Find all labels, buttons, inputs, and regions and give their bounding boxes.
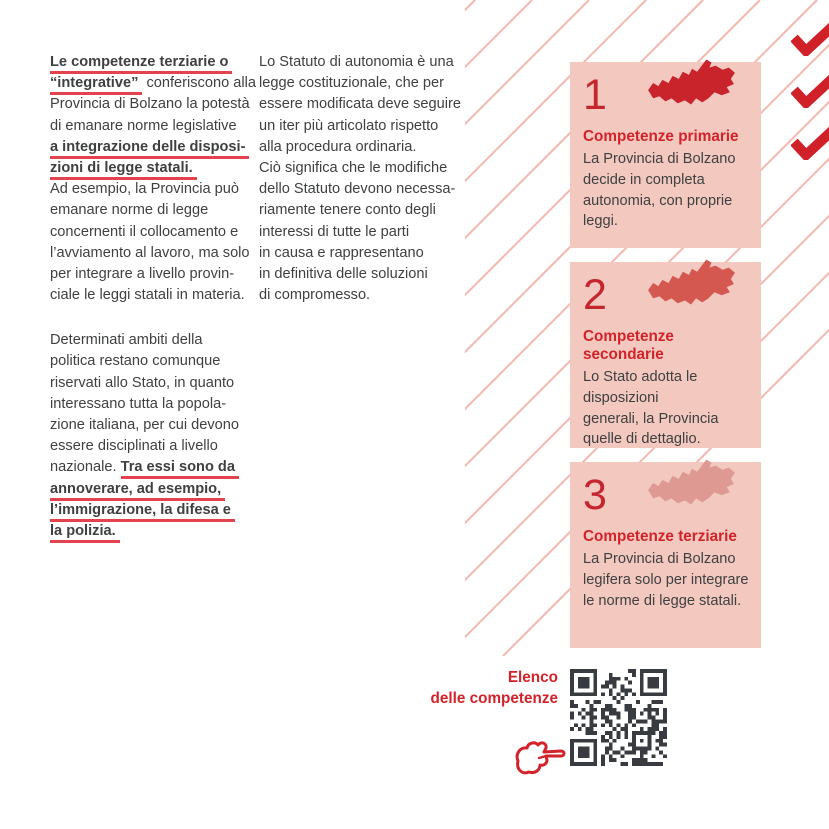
text-segment: nazionale. bbox=[50, 459, 121, 476]
text-line bbox=[50, 330, 256, 351]
text-line: alla procedura ordinaria. bbox=[259, 138, 417, 155]
text-line bbox=[50, 521, 256, 542]
checkmark-icon bbox=[791, 126, 829, 160]
text-line bbox=[50, 158, 256, 179]
text-segment: l’avviamento al lavoro, ma solo bbox=[50, 244, 250, 261]
south-tyrol-map-icon bbox=[644, 54, 738, 112]
text-line: un iter più articolato rispetto bbox=[259, 117, 439, 134]
box-body bbox=[583, 149, 751, 232]
text-segment: per integrare a livello provin- bbox=[50, 265, 235, 282]
paragraph bbox=[50, 330, 256, 542]
competence-boxes bbox=[570, 62, 761, 662]
text-line bbox=[50, 373, 256, 394]
highlighted-text: Le competenze terziarie o bbox=[50, 54, 232, 74]
text-line bbox=[50, 415, 256, 436]
box-title: Competenze primarie bbox=[583, 128, 739, 145]
text-segment: riservati allo Stato, in quanto bbox=[50, 374, 235, 391]
box-number: 1 bbox=[583, 71, 607, 119]
text-line: Lo Stato adotta le bbox=[583, 369, 698, 385]
text-line bbox=[50, 222, 256, 243]
text-line: legge costituzionale, che per bbox=[259, 75, 444, 92]
competence-box bbox=[570, 262, 761, 448]
text-line bbox=[50, 285, 256, 306]
text-line bbox=[50, 436, 256, 457]
box-body bbox=[583, 367, 751, 450]
text-line: disposizioni bbox=[583, 389, 659, 406]
text-line: dello Statuto devono necessa- bbox=[259, 181, 456, 198]
highlighted-text: annoverare, ad esempio, bbox=[50, 481, 225, 501]
text-line bbox=[50, 52, 256, 73]
qr-code bbox=[570, 669, 667, 766]
box-body bbox=[583, 549, 751, 611]
text-line bbox=[50, 243, 256, 264]
text-line bbox=[50, 116, 256, 137]
text-segment: interessano tutta la popola- bbox=[50, 395, 227, 412]
text-line: in causa e rappresentano bbox=[259, 244, 424, 261]
text-line bbox=[50, 351, 256, 372]
text-line: La Provincia di Bolzano bbox=[583, 151, 736, 167]
text-segment: Provincia di Bolzano la potestà bbox=[50, 96, 250, 113]
text-line: generali, la Provincia bbox=[583, 410, 719, 427]
text-line bbox=[50, 179, 256, 200]
text-line bbox=[50, 264, 256, 285]
text-line bbox=[50, 479, 256, 500]
text-segment: Determinati ambiti della bbox=[50, 332, 203, 349]
text-segment: ciale le leggi statali in materia. bbox=[50, 287, 245, 304]
box-number: 2 bbox=[583, 271, 607, 319]
box-number: 3 bbox=[583, 471, 607, 519]
text-line: La Provincia di Bolzano bbox=[583, 551, 736, 567]
text-line: essere modificata deve seguire bbox=[259, 96, 461, 113]
highlighted-text: zioni di legge statali. bbox=[50, 160, 197, 180]
text-line bbox=[50, 73, 256, 94]
text-line: quelle di dettaglio. bbox=[583, 431, 701, 448]
competence-box bbox=[570, 462, 761, 648]
text-segment: politica restano comunque bbox=[50, 353, 221, 370]
text-segment: Ad esempio, la Provincia può bbox=[50, 181, 240, 198]
box-title: Competenze terziarie bbox=[583, 528, 737, 545]
text-line bbox=[50, 500, 256, 521]
highlighted-text: l’immigrazione, la difesa e bbox=[50, 502, 235, 522]
checkmark-icon bbox=[791, 74, 829, 108]
highlighted-text: a integrazione delle disposi- bbox=[50, 139, 249, 159]
text-column-left bbox=[50, 52, 256, 542]
text-column-middle bbox=[259, 52, 461, 306]
south-tyrol-map-icon bbox=[644, 254, 738, 312]
text-line bbox=[50, 457, 256, 478]
text-line: legifera solo per integrare bbox=[583, 571, 749, 588]
text-segment: di emanare norme legislative bbox=[50, 117, 237, 134]
paragraph bbox=[50, 52, 256, 306]
text-segment: emanare norme di legge bbox=[50, 202, 209, 219]
qr-label-line: Elenco bbox=[507, 669, 558, 686]
highlighted-text: “integrative” bbox=[50, 75, 142, 95]
competence-box bbox=[570, 62, 761, 248]
text-line bbox=[50, 94, 256, 115]
text-line: le norme di legge statali. bbox=[583, 592, 742, 609]
pointing-hand-icon bbox=[508, 738, 570, 786]
text-line: interessi di tutte le parti bbox=[259, 223, 410, 240]
text-line: Ciò significa che le modifiche bbox=[259, 159, 448, 176]
text-segment: zione italiana, per cui devono bbox=[50, 417, 240, 433]
south-tyrol-map-icon bbox=[644, 454, 738, 512]
text-line: autonomia, con proprie bbox=[583, 192, 733, 209]
box-title: Competenze secondarie bbox=[583, 328, 674, 363]
text-line bbox=[50, 137, 256, 158]
highlighted-text: la polizia. bbox=[50, 523, 120, 543]
checkmark-icon bbox=[791, 22, 829, 56]
qr-label bbox=[360, 668, 558, 709]
highlighted-text: Tra essi sono da bbox=[121, 459, 239, 479]
text-line: riamente tenere conto degli bbox=[259, 202, 436, 219]
text-line: decide in completa bbox=[583, 171, 705, 188]
qr-label-line: delle competenze bbox=[430, 689, 558, 707]
text-line bbox=[50, 394, 256, 415]
text-line: Lo Statuto di autonomia è una bbox=[259, 54, 454, 70]
text-line: di compromesso. bbox=[259, 287, 371, 304]
text-line: leggi. bbox=[583, 213, 618, 230]
text-segment: conferiscono alla bbox=[142, 75, 256, 92]
text-segment: essere disciplinati a livello bbox=[50, 438, 218, 455]
text-line bbox=[50, 200, 256, 221]
text-line: in definitiva delle soluzioni bbox=[259, 265, 428, 282]
text-segment: concernenti il collocamento e bbox=[50, 223, 239, 240]
